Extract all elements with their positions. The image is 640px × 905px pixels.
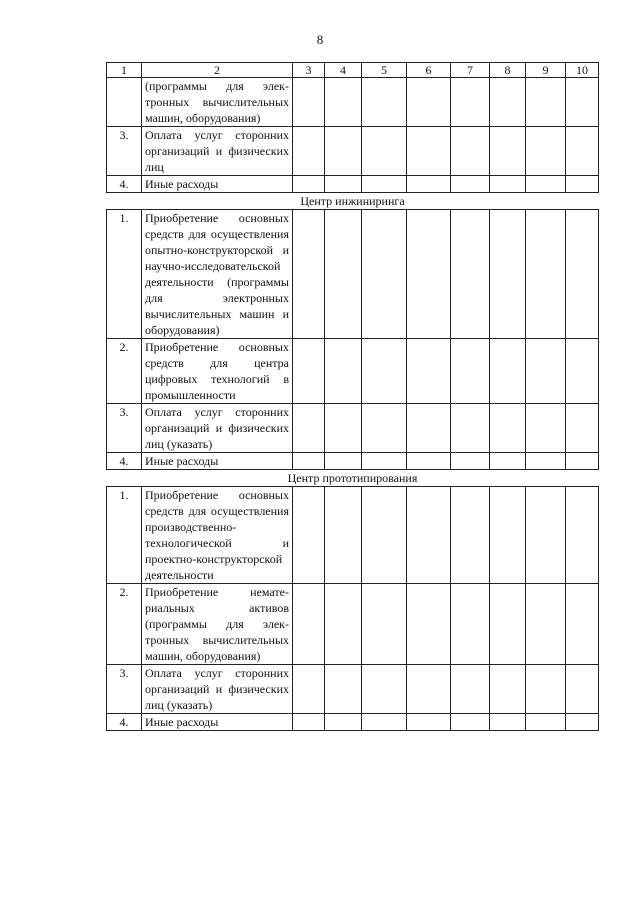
column-header-7: 7	[451, 63, 490, 78]
value-cell-col-8	[490, 665, 526, 714]
value-cell-col-9	[526, 176, 566, 193]
value-cell-col-8	[490, 176, 526, 193]
value-cell-col-3	[293, 127, 325, 176]
value-cell-col-5	[362, 487, 407, 584]
table-row	[107, 404, 599, 453]
value-cell-col-10	[566, 78, 599, 127]
value-cell-col-10	[566, 714, 599, 731]
row-number: 1.	[107, 210, 142, 339]
value-cell-col-10	[566, 127, 599, 176]
value-cell-col-5	[362, 665, 407, 714]
row-description: (программы для электронных вычислительных машин, оборудования)	[142, 78, 293, 127]
row-number: 2.	[107, 584, 142, 665]
column-header-6: 6	[407, 63, 451, 78]
value-cell-col-7	[451, 714, 490, 731]
value-cell-col-8	[490, 127, 526, 176]
value-cell-col-6	[407, 127, 451, 176]
value-cell-col-10	[566, 176, 599, 193]
value-cell-col-9	[526, 404, 566, 453]
value-cell-col-4	[325, 665, 362, 714]
value-cell-col-7	[451, 339, 490, 404]
value-cell-col-6	[407, 487, 451, 584]
value-cell-col-5	[362, 78, 407, 127]
value-cell-col-7	[451, 453, 490, 470]
value-cell-col-9	[526, 453, 566, 470]
table-row	[107, 127, 599, 176]
value-cell-col-10	[566, 339, 599, 404]
value-cell-col-9	[526, 714, 566, 731]
row-description: Приобретение основных средств для центра цифровых технологий в промышленности	[142, 339, 293, 404]
value-cell-col-5	[362, 339, 407, 404]
value-cell-col-10	[566, 210, 599, 339]
value-cell-col-3	[293, 714, 325, 731]
section-title: Центр инжиниринга	[107, 193, 599, 210]
value-cell-col-4	[325, 584, 362, 665]
value-cell-col-9	[526, 665, 566, 714]
value-cell-col-8	[490, 404, 526, 453]
row-number: 4.	[107, 714, 142, 731]
column-header-10: 10	[566, 63, 599, 78]
row-description: Иные расходы	[142, 176, 293, 193]
value-cell-col-7	[451, 210, 490, 339]
page-number: 8	[316, 32, 324, 47]
value-cell-col-4	[325, 127, 362, 176]
value-cell-col-7	[451, 404, 490, 453]
value-cell-col-6	[407, 78, 451, 127]
value-cell-col-4	[325, 210, 362, 339]
value-cell-col-6	[407, 339, 451, 404]
value-cell-col-8	[490, 584, 526, 665]
row-description: Приобретение нематериальных активов (программы для электронных вычислительных машин, оборудования)	[142, 584, 293, 665]
value-cell-col-7	[451, 78, 490, 127]
value-cell-col-9	[526, 487, 566, 584]
row-number: 4.	[107, 453, 142, 470]
value-cell-col-3	[293, 78, 325, 127]
section-row	[107, 470, 599, 487]
value-cell-col-3	[293, 339, 325, 404]
value-cell-col-8	[490, 453, 526, 470]
row-description: Приобретение основных средств для осуществления опытно-конструкторской и научно-исследовательской деятельности (программы для электронных вычислительных машин и оборудования)	[142, 210, 293, 339]
column-header-1: 1	[107, 63, 142, 78]
column-header-3: 3	[293, 63, 325, 78]
value-cell-col-9	[526, 584, 566, 665]
value-cell-col-3	[293, 453, 325, 470]
value-cell-col-5	[362, 714, 407, 731]
value-cell-col-9	[526, 339, 566, 404]
value-cell-col-6	[407, 404, 451, 453]
section-title: Центр прототипирования	[107, 470, 599, 487]
value-cell-col-7	[451, 584, 490, 665]
value-cell-col-4	[325, 487, 362, 584]
value-cell-col-4	[325, 404, 362, 453]
value-cell-col-8	[490, 714, 526, 731]
value-cell-col-3	[293, 584, 325, 665]
value-cell-col-9	[526, 127, 566, 176]
value-cell-col-8	[490, 210, 526, 339]
value-cell-col-6	[407, 665, 451, 714]
column-header-row	[107, 63, 599, 78]
row-description: Приобретение основных средств для осуществления производственно-технологической и проектно-конструкторской деятельности	[142, 487, 293, 584]
value-cell-col-4	[325, 78, 362, 127]
value-cell-col-3	[293, 210, 325, 339]
table-row	[107, 453, 599, 470]
row-description: Оплата услуг сторонних организаций и физических лиц (указать)	[142, 665, 293, 714]
value-cell-col-10	[566, 404, 599, 453]
row-description: Иные расходы	[142, 453, 293, 470]
value-cell-col-8	[490, 78, 526, 127]
value-cell-col-7	[451, 127, 490, 176]
value-cell-col-4	[325, 453, 362, 470]
value-cell-col-3	[293, 665, 325, 714]
column-header-9: 9	[526, 63, 566, 78]
value-cell-col-9	[526, 78, 566, 127]
value-cell-col-7	[451, 487, 490, 584]
section-row	[107, 193, 599, 210]
table-row	[107, 210, 599, 339]
row-number: 2.	[107, 339, 142, 404]
value-cell-col-7	[451, 665, 490, 714]
value-cell-col-4	[325, 339, 362, 404]
value-cell-col-3	[293, 404, 325, 453]
value-cell-col-4	[325, 176, 362, 193]
row-number: 3.	[107, 665, 142, 714]
column-header-5: 5	[362, 63, 407, 78]
row-number: 1.	[107, 487, 142, 584]
value-cell-col-10	[566, 584, 599, 665]
value-cell-col-6	[407, 176, 451, 193]
row-description: Оплата услуг сторонних организаций и физических лиц	[142, 127, 293, 176]
table-row	[107, 78, 599, 127]
column-header-2: 2	[142, 63, 293, 78]
table-row	[107, 487, 599, 584]
value-cell-col-6	[407, 714, 451, 731]
value-cell-col-6	[407, 210, 451, 339]
value-cell-col-5	[362, 127, 407, 176]
row-description: Оплата услуг сторонних организаций и физических лиц (указать)	[142, 404, 293, 453]
value-cell-col-4	[325, 714, 362, 731]
column-header-8: 8	[490, 63, 526, 78]
value-cell-col-10	[566, 665, 599, 714]
table-row	[107, 339, 599, 404]
value-cell-col-8	[490, 487, 526, 584]
value-cell-col-6	[407, 453, 451, 470]
row-number	[107, 78, 142, 127]
table-row	[107, 176, 599, 193]
value-cell-col-5	[362, 453, 407, 470]
table-row	[107, 714, 599, 731]
value-cell-col-6	[407, 584, 451, 665]
row-number: 3.	[107, 404, 142, 453]
value-cell-col-3	[293, 487, 325, 584]
value-cell-col-9	[526, 210, 566, 339]
value-cell-col-7	[451, 176, 490, 193]
value-cell-col-5	[362, 210, 407, 339]
value-cell-col-8	[490, 339, 526, 404]
table-row	[107, 665, 599, 714]
value-cell-col-5	[362, 176, 407, 193]
row-description: Иные расходы	[142, 714, 293, 731]
value-cell-col-3	[293, 176, 325, 193]
value-cell-col-10	[566, 487, 599, 584]
row-number: 4.	[107, 176, 142, 193]
expense-table	[106, 62, 599, 731]
value-cell-col-10	[566, 453, 599, 470]
row-number: 3.	[107, 127, 142, 176]
column-header-4: 4	[325, 63, 362, 78]
table-row	[107, 584, 599, 665]
value-cell-col-5	[362, 404, 407, 453]
value-cell-col-5	[362, 584, 407, 665]
